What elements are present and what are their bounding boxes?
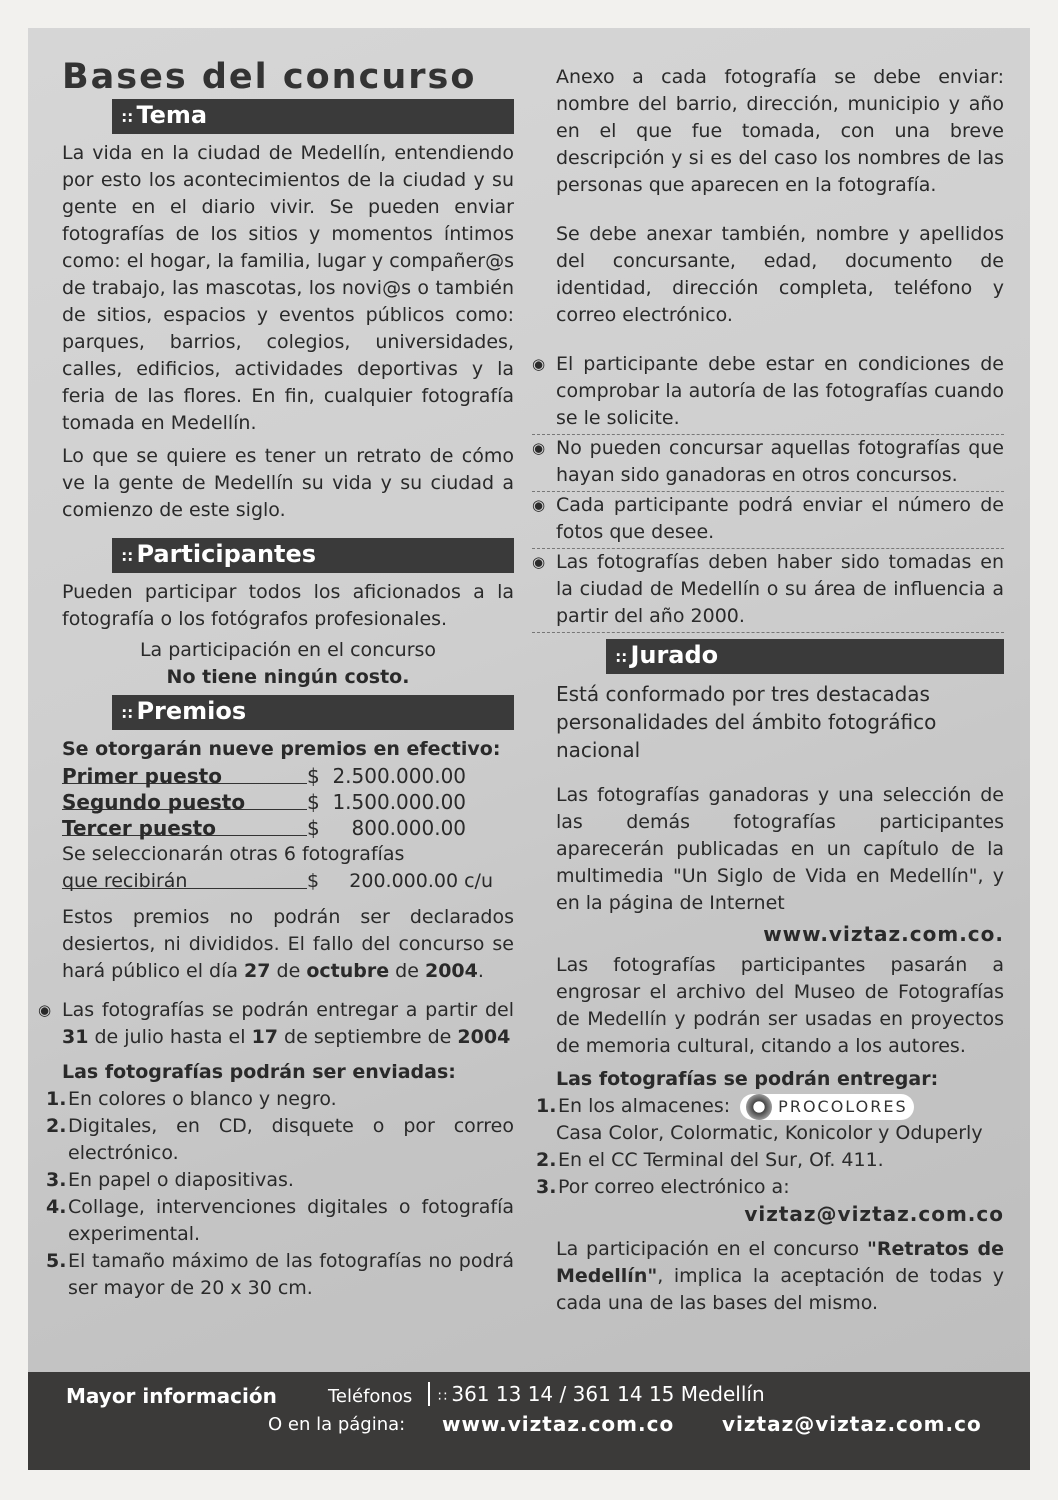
rule-item: ◉ Cada participante podrá enviar el número de fotos que desee. xyxy=(532,492,1004,549)
section-heading-tema: ∷ Tema xyxy=(112,99,514,134)
prize-row: Segundo puesto $ 1.500.000.00 xyxy=(62,790,467,814)
list-item: 2. En el CC Terminal del Sur, Of. 411. xyxy=(536,1149,884,1171)
section-heading-premios: ∷ Premios xyxy=(112,695,514,730)
section-heading-jurado: ∷ Jurado xyxy=(606,639,1004,674)
logo-mark-icon xyxy=(746,1094,772,1120)
list-item: 2. Digitales, en CD, disquete o por correo electrónico. xyxy=(46,1115,514,1164)
arrow-icon: ∷ xyxy=(616,649,627,667)
no-cost-text: No tiene ningún costo. xyxy=(166,666,410,688)
rule-item: ◉ El participante debe estar en condiciones de comprobar la autoría de las fotografías cuando se le solicite. xyxy=(532,351,1004,435)
list-item: 3. En papel o diapositivas. xyxy=(46,1169,294,1191)
eye-icon: ◉ xyxy=(532,439,546,457)
phone-numbers: ∷ 361 13 14 / 361 14 15 Medellín xyxy=(428,1382,765,1406)
rule-item: ◉ Las fotografías deben haber sido tomadas en la ciudad de Medellín o su área de influencia a partir del año 2000. xyxy=(532,549,1004,633)
rule-item: ◉ No pueden concursar aquellas fotografías que hayan sido ganadoras en otros concursos. xyxy=(532,435,1004,492)
left-column xyxy=(38,55,514,1302)
list-item: 5. El tamaño máximo de las fotografías no podrá ser mayor de 20 x 30 cm. xyxy=(46,1250,514,1299)
list-item: 1. En los almacenes: PROCOLORES xyxy=(556,1093,1004,1120)
right-column xyxy=(532,64,1004,1317)
email-link[interactable]: viztaz@viztaz.com.co xyxy=(744,1202,1004,1226)
prize-row: Primer puesto $ 2.500.000.00 xyxy=(62,764,467,788)
tema-text: La vida en la ciudad de Medellín, entendiendo por esto los acontecimientos de la ciudad y su gente en el diario vivir. Se pueden enviar fotografías de los sitios y momentos íntimos como: el hogar, la familia, lugar y compañer@s de trabajo, las mascotas, los novi@s o también de sitios, espacios y eventos públicos como: parques, barrios, colegios, universidades, calles, edificios, actividades deportivas y la feria de las flores. En fin, cualquier fotografía tomada en Medellín. xyxy=(62,142,514,434)
arrow-icon: ∷ xyxy=(122,705,133,723)
anexo-text: Anexo a cada fotografía se debe enviar: nombre del barrio, dirección, municipio y año en el que fue tomada, con una breve descripción y si es del caso los nombres de las personas que aparecen en la fotografía. xyxy=(556,66,1004,196)
footer-bar xyxy=(28,1372,1030,1470)
footer-website-link[interactable]: www.viztaz.com.co xyxy=(442,1412,675,1436)
publicacion-text: Las fotografías ganadoras y una selección de las demás fotografías participantes aparecerán publicadas en un capítulo de la multimedia "Un Siglo de Vida en Medellín", y en la página de Internet xyxy=(556,784,1004,914)
phone-label: Teléfonos xyxy=(328,1386,413,1407)
arrow-icon: ∷ xyxy=(122,109,133,127)
entrega-heading: Las fotografías se podrán entregar: xyxy=(556,1068,939,1090)
premios-extra: Se seleccionarán otras 6 fotografías xyxy=(62,843,405,865)
eye-icon: ◉ xyxy=(532,553,546,571)
website-link[interactable]: www.viztaz.com.co. xyxy=(763,922,1004,946)
arrow-icon: ∷ xyxy=(122,548,133,566)
footer-label: Mayor información xyxy=(66,1384,277,1408)
arrow-icon: ∷ xyxy=(438,1389,452,1405)
page-title: Bases del concurso xyxy=(62,57,477,97)
prize-row: que recibirán $ 200.000.00 c/u xyxy=(62,870,494,892)
tema-text-2: Lo que se quiere es tener un retrato de cómo ve la gente de Medellín su vida y su ciudad a comienzo de este siglo. xyxy=(62,445,514,521)
participacion-text: La participación en el concurso xyxy=(139,639,437,661)
anexo-text-2: Se debe anexar también, nombre y apellidos del concursante, edad, documento de identidad, dirección completa, teléfono y correo electrónico. xyxy=(556,223,1004,326)
eye-icon: ◉ xyxy=(38,1001,52,1019)
list-item: 3. Por correo electrónico a: xyxy=(536,1176,790,1198)
premios-intro: Se otorgarán nueve premios en efectivo: xyxy=(62,738,501,760)
list-item: 1. En colores o blanco y negro. xyxy=(46,1088,337,1110)
jurado-text: Está conformado por tres destacadas personalidades del ámbito fotográfico nacional xyxy=(556,682,937,762)
cierre-text: La participación en el concurso "Retratos de Medellín", implica la aceptación de todas y cada una de las bases del mismo. xyxy=(556,1238,1004,1314)
museo-text: Las fotografías participantes pasarán a engrosar el archivo del Museo de Fotografías de Medellín y podrán ser usadas en proyectos de memoria cultural, citando a los autores. xyxy=(556,954,1004,1057)
section-heading-participantes: ∷ Participantes xyxy=(112,538,514,573)
eye-icon: ◉ xyxy=(532,355,546,373)
participantes-text: Pueden participar todos los aficionados a la fotografía o los fotógrafos profesionales. xyxy=(62,581,514,630)
footer-email-link[interactable]: viztaz@viztaz.com.co xyxy=(722,1412,982,1436)
list-item: 4. Collage, intervenciones digitales o fotografía experimental. xyxy=(46,1196,514,1245)
eye-icon: ◉ xyxy=(532,496,546,514)
almacenes-text: Casa Color, Colormatic, Konicolor y Oduperly xyxy=(556,1122,983,1144)
premios-note: Estos premios no podrán ser declarados desiertos, ni divididos. El fallo del concurso se hará público el día 27 de octubre de 2004. xyxy=(62,906,514,982)
prize-row: Tercer puesto $ 800.000.00 xyxy=(62,816,467,840)
procolores-logo: PROCOLORES xyxy=(740,1094,913,1120)
entrega-fechas: ◉ Las fotografías se podrán entregar a partir del 31 de julio hasta el 17 de septiembre de 2004 xyxy=(38,997,514,1051)
envio-heading: Las fotografías podrán ser enviadas: xyxy=(62,1061,456,1083)
web-label: O en la página: xyxy=(268,1414,406,1435)
